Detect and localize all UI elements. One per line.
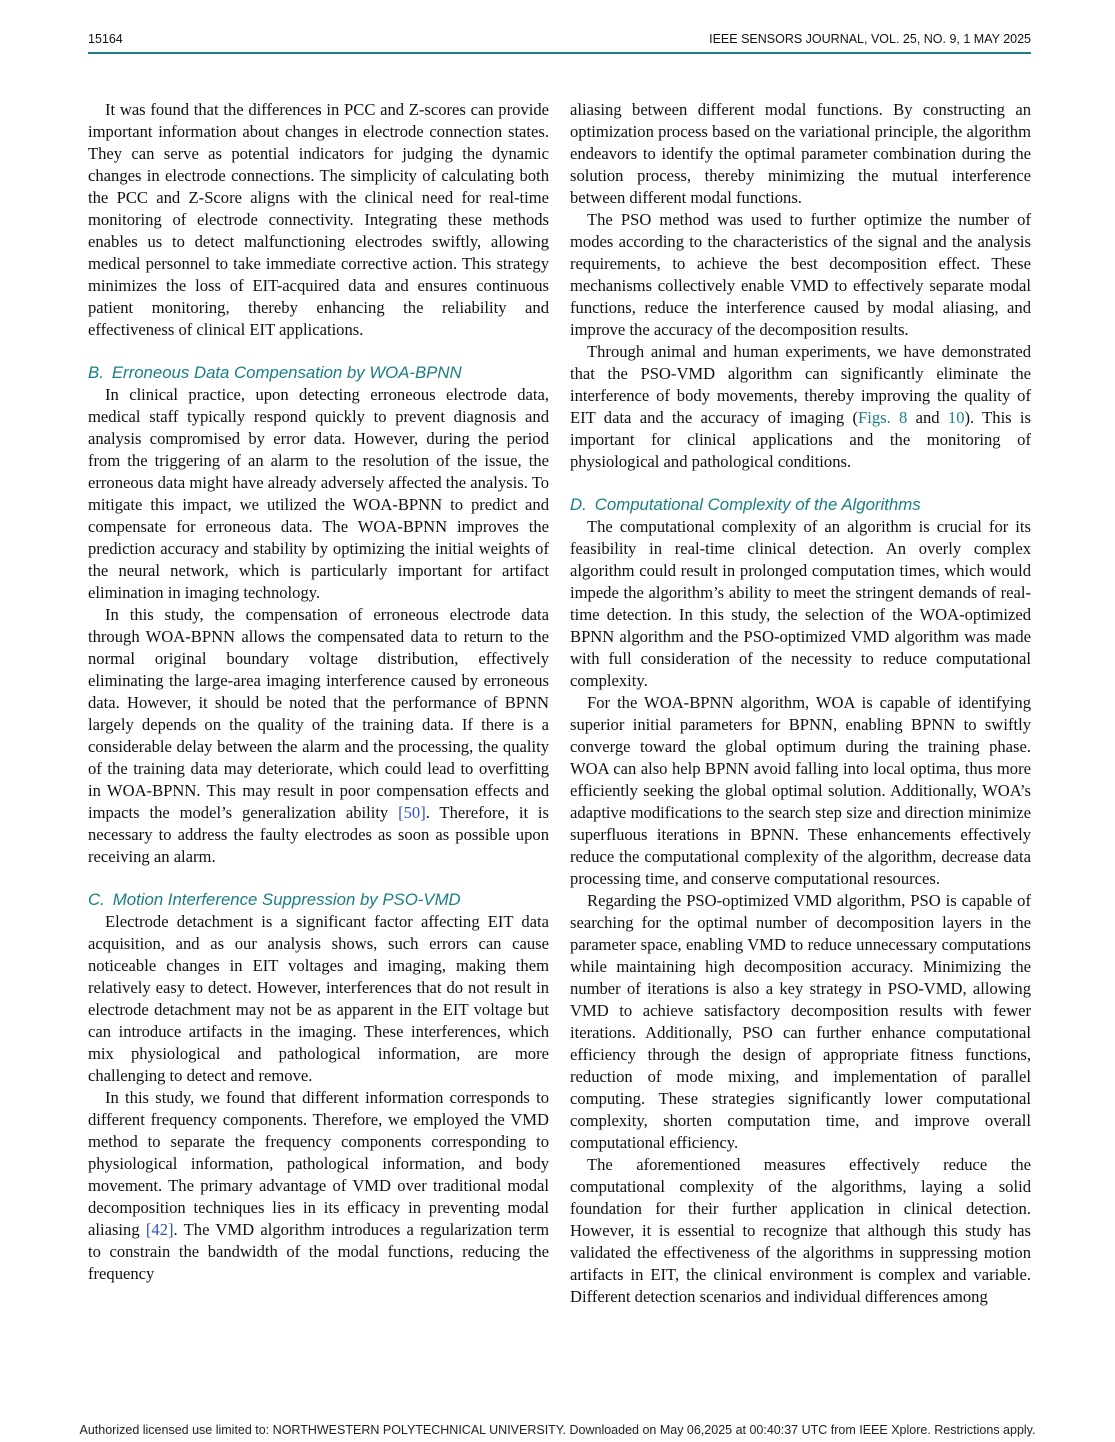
section-b-heading <box>88 362 549 384</box>
citation-link[interactable]: [42] <box>145 1220 174 1239</box>
running-header <box>88 30 1031 54</box>
paragraph-complexity-conclusion: The aforementioned measures effectively reduce the computational complexity of the algorithms, laying a solid foundation for their further application in clinical detection. However, it is essential to recognize that although this study has validated the effectiveness of the algorithms in suppressing motion artifacts in EIT, the clinical environment is complex and variable. Different detection scenarios and individual differences among <box>570 1155 1031 1306</box>
section-d-heading <box>570 494 1031 516</box>
paragraph-pso-vmd-complexity: Regarding the PSO-optimized VMD algorithm, PSO is capable of searching for the optimal number of decomposition layers in the parameter space, enabling VMD to reduce unnecessary computations while maintaining high decomposition accuracy. Minimizing the number of iterations is also a key strategy in PSO-VMD, allowing VMD to achieve satisfactory decomposition results with fewer iterations. Additionally, PSO can further enhance computational efficiency through the design of appropriate fitness functions, reduction of mode mixing, and implementation of parallel computing. These strategies significantly lower computational complexity, shorten computation time, and improve overall computational efficiency. <box>570 891 1031 1152</box>
figure-link[interactable]: Figs. 8 <box>858 408 908 427</box>
citation-link[interactable]: [50] <box>398 803 426 822</box>
section-c-heading <box>88 889 549 911</box>
paragraph-vmd-continued: aliasing between different modal functions. By constructing an optimization process based on the variational principle, the algorithm endeavors to identify the optimal parameter combination during the solution process, thereby minimizing the mutual interference between different modal functions. <box>570 100 1031 207</box>
left-column <box>88 99 549 1285</box>
paragraph-pso-method: The PSO method was used to further optimize the number of modes according to the characteristics of the signal and the analysis requirements, to achieve the best decomposition effect. These mechanisms collectively enable VMD to effectively separate modal functions, reduce the interference caused by modal aliasing, and improve the accuracy of the decomposition results. <box>570 210 1031 339</box>
paragraph-vmd-method: In this study, we found that different information corresponds to different frequency components. Therefore, we employed the VMD method to separate the frequency components corresponding to physiological information, pathological information, and body movement. The primary advantage of VMD over traditional modal decomposition techniques lies in its efficacy in preventing modal aliasing [42]. The VMD algorithm introduces a regularization term to constrain the bandwidth of the modal functions, reducing the frequency <box>88 1088 549 1283</box>
section-number: C. <box>88 890 105 909</box>
paragraph-complexity-intro: The computational complexity of an algorithm is crucial for its feasibility in real-time clinical detection. An overly complex algorithm could result in prolonged computation times, which would impede the algorithm’s ability to meet the stringent demands of real-time detection. In this study, the selection of the WOA-optimized BPNN algorithm and the PSO-optimized VMD algorithm was made with full consideration of the necessity to reduce computational complexity. <box>570 517 1031 690</box>
paragraph-z-score-summary: It was found that the differences in PCC and Z-scores can provide important information about changes in electrode connection states. They can serve as potential indicators for judging the dynamic changes in electrode connections. The simplicity of calculating both the PCC and Z-Score aligns with the clinical need for real-time monitoring of electrode connectivity. Integrating these methods enables us to detect malfunctioning electrodes swiftly, allowing medical personnel to take immediate corrective action. This strategy minimizes the loss of EIT-acquired data and ensures continuous patient monitoring, thereby enhancing the reliability and effectiveness of clinical EIT applications. <box>88 100 549 339</box>
section-number: B. <box>88 363 104 382</box>
paragraph-electrode-detachment: Electrode detachment is a significant factor affecting EIT data acquisition, and as our analysis shows, such errors can cause noticeable changes in EIT voltages and imaging, making them relatively easy to detect. However, interferences that do not result in electrode detachment may not be as apparent in the EIT voltage but can introduce artifacts in the imaging. These interferences, which mix physiological and pathological information, are more challenging to detect and remove. <box>88 912 549 1085</box>
journal-citation: IEEE SENSORS JOURNAL, VOL. 25, NO. 9, 1 MAY 2025 <box>709 32 1031 46</box>
paragraph-woa-bpnn-complexity: For the WOA-BPNN algorithm, WOA is capable of identifying superior initial parameters for BPNN, enabling BPNN to swiftly converge toward the global optimum during the training phase. WOA can also help BPNN avoid falling into local optima, thus more efficiently seeking the global optimal solution. Additionally, WOA’s adaptive modifications to the search step size and direction minimize superfluous iterations in BPNN. These enhancements effectively reduce the computational complexity of the algorithm, decrease data processing time, and conserve computational resources. <box>570 693 1031 888</box>
right-column <box>570 99 1031 1308</box>
figure-link[interactable]: 10 <box>947 408 965 427</box>
paragraph-woa-bpnn-intro: In clinical practice, upon detecting erroneous electrode data, medical staff typically respond quickly to prevent diagnosis and analysis compromised by error data. However, during the period from the triggering of an alarm to the resolution of the issue, the erroneous data might have already adversely affected the analysis. To mitigate this impact, we utilized the WOA-BPNN to predict and compensate for erroneous data. The WOA-BPNN improves the prediction accuracy and stability by optimizing the initial weights of the neural network, which is particularly important for artifact elimination in imaging technology. <box>88 385 549 602</box>
paragraph-woa-bpnn-compensation: In this study, the compensation of erroneous electrode data through WOA-BPNN allows the compensated data to return to the normal original boundary voltage distribution, effectively eliminating the large-area imaging interference caused by erroneous data. However, it should be noted that the performance of BPNN largely depends on the quality of the training data. If there is a considerable delay between the alarm and the processing, the quality of the training data may deteriorate, which could lead to overfitting in WOA-BPNN. This may result in poor compensation effects and impacts the model’s generalization ability [50]. Therefore, it is necessary to address the faulty electrodes as soon as possible upon receiving an alarm. <box>88 605 549 866</box>
license-footer: Authorized licensed use limited to: NORTHWESTERN POLYTECHNICAL UNIVERSITY. Downloaded on May 06,2025 at 00:40:37 UTC from IEEE Xplore. Restrictions apply. <box>79 1423 1036 1437</box>
section-number: D. <box>570 495 587 514</box>
section-title: Motion Interference Suppression by PSO-VMD <box>112 890 461 909</box>
section-title: Erroneous Data Compensation by WOA-BPNN <box>111 363 462 382</box>
paragraph-experiments: Through animal and human experiments, we have demonstrated that the PSO-VMD algorithm can significantly eliminate the interference of body movements, thereby improving the quality of EIT data and the accuracy of imaging (Figs. 8 and 10). This is important for clinical applications and the monitoring of physiological and pathological conditions. <box>570 342 1031 471</box>
section-title: Computational Complexity of the Algorithms <box>594 495 921 514</box>
page-number: 15164 <box>88 32 123 46</box>
